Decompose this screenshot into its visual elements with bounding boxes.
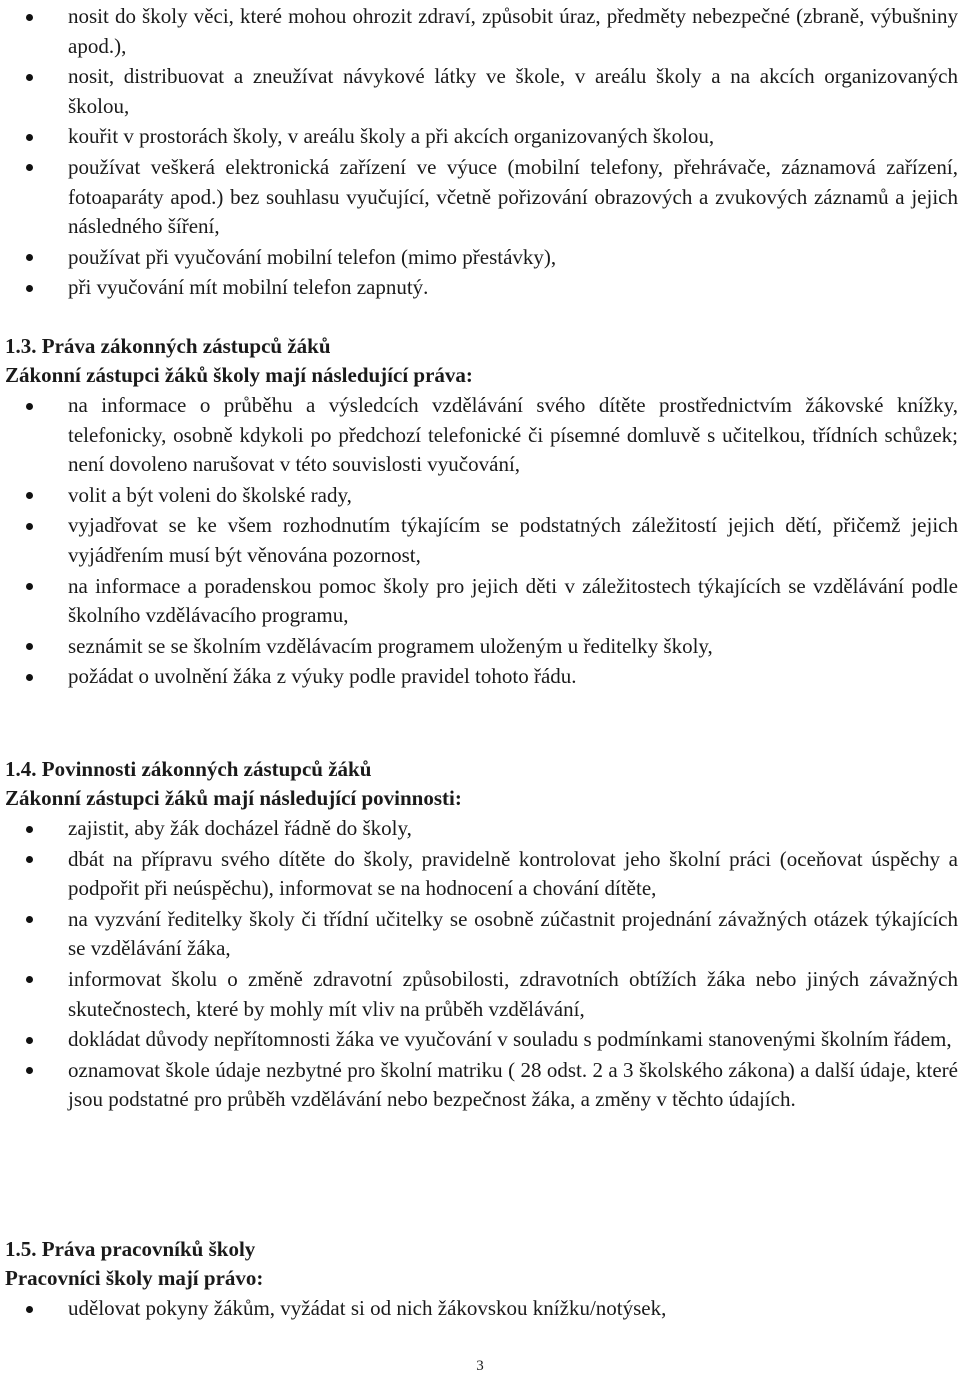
list-item-text: vyjadřovat se ke všem rozhodnutím týkajícím se podstatných záležitostí jejich dětí, přičemž jejich vyjádřením musí být věnována pozornost, xyxy=(68,513,958,567)
list-item xyxy=(0,905,958,964)
list-item-text: požádat o uvolnění žáka z výuky podle pravidel tohoto řádu. xyxy=(68,664,577,689)
bullet-icon xyxy=(26,583,33,590)
list-item xyxy=(0,572,958,631)
section-title: 1.3. Práva zákonných zástupců žáků xyxy=(5,334,331,358)
list-item-text: kouřit v prostorách školy, v areálu školy a při akcích organizovaných školou, xyxy=(68,124,715,149)
list-item-text: zajistit, aby žák docházel řádně do školy, xyxy=(68,816,412,840)
list-item-text: oznamovat škole údaje nezbytné pro školní matriku ( 28 odst. 2 a 3 školského zákona) a další údaje, které jsou podstatné pro průběh vzdělávání nebo bezpečnost žáka, a změny v těchto údajích. xyxy=(68,1057,958,1112)
list-item-text: nosit do školy věci, které mohou ohrozit zdraví, způsobit úraz, předměty nebezpečné (zbraně, výbušniny apod.), xyxy=(68,4,958,58)
list-item xyxy=(0,1025,958,1055)
list-item xyxy=(0,153,958,242)
list-item-text: používat při vyučování mobilní telefon (mimo přestávky), xyxy=(68,244,557,269)
list-item xyxy=(0,1056,958,1115)
bullet-icon xyxy=(26,643,33,650)
list-item-text: na vyzvání ředitelky školy či třídní učitelky se osobně zúčastnit projednání závažných otázek týkajících se vzdělávání žáka, xyxy=(68,906,958,961)
section-subtitle: Zákonní zástupci žáků školy mají následující práva: xyxy=(5,363,473,387)
list-item xyxy=(0,662,958,692)
list-item-text: na informace o průběhu a výsledcích vzdělávání svého dítěte prostřednictvím žákovské knížky, telefonicky, osobně kdykoli po předchozí telefonické či písemné domluvě s učitelkou, třídních schůzek; není dovoleno narušovat v této souvislosti vyučování, xyxy=(68,393,958,477)
list-item-text: udělovat pokyny žákům, vyžádat si od nich žákovskou knížku/notýsek, xyxy=(68,1296,667,1320)
list-item xyxy=(0,965,958,1024)
list-item xyxy=(0,62,958,121)
bullet-icon xyxy=(26,254,33,261)
list-item-text: informovat školu o změně zdravotní způsobilosti, zdravotních obtížích žáka nebo jiných závažných skutečnostech, které by mohly mít vliv na průběh vzdělávání, xyxy=(68,966,958,1021)
list-item xyxy=(0,243,958,273)
section-1-5 xyxy=(5,1235,955,1293)
bullet-list-staff-rights xyxy=(0,1294,958,1325)
bullet-icon xyxy=(26,74,33,81)
bullet-icon xyxy=(26,14,33,21)
list-item xyxy=(0,273,958,303)
list-item xyxy=(0,511,958,570)
list-item-text: seznámit se se školním vzdělávacím programem uloženým u ředitelky školy, xyxy=(68,633,713,658)
list-item xyxy=(0,2,958,61)
bullet-icon xyxy=(26,826,33,833)
bullet-list-prohibitions xyxy=(0,2,958,304)
list-item-text: používat veškerá elektronická zařízení ve výuce (mobilní telefony, přehrávače, záznamová zařízení, fotoaparáty apod.) bez souhlasu vyučující, včetně pořizování obrazových a zvukových záznamů a jejich následného šíření, xyxy=(68,154,958,239)
bullet-icon xyxy=(26,856,33,863)
list-item xyxy=(0,481,958,511)
bullet-icon xyxy=(26,1067,33,1074)
bullet-icon xyxy=(26,134,33,141)
bullet-icon xyxy=(26,916,33,923)
bullet-icon xyxy=(26,285,33,292)
bullet-list-parent-rights xyxy=(0,391,958,693)
list-item xyxy=(0,814,958,844)
list-item-text: volit a být voleni do školské rady, xyxy=(68,482,352,507)
bullet-icon xyxy=(26,674,33,681)
list-item-text: dbát na přípravu svého dítěte do školy, pravidelně kontrolovat jeho školní práci (oceňovat úspěchy a podpořit při neúspěchu), informovat se na hodnocení a chování dítěte, xyxy=(68,846,958,901)
list-item xyxy=(0,632,958,662)
list-item-text: na informace a poradenskou pomoc školy pro jejich děti v záležitostech týkajících se vzdělávání podle školního vzdělávacího programu, xyxy=(68,573,958,628)
bullet-icon xyxy=(26,1037,33,1044)
section-1-3 xyxy=(5,332,955,390)
section-subtitle: Zákonní zástupci žáků mají následující povinnosti: xyxy=(5,786,462,810)
bullet-icon xyxy=(26,403,33,410)
section-title: 1.4. Povinnosti zákonných zástupců žáků xyxy=(5,757,372,781)
section-subtitle: Pracovníci školy mají právo: xyxy=(5,1266,264,1290)
list-item xyxy=(0,845,958,904)
section-1-4 xyxy=(5,755,955,813)
page-number: 3 xyxy=(476,1358,484,1374)
list-item-text: dokládat důvody nepřítomnosti žáka ve vyučování v souladu s podmínkami stanovenými školním řádem, xyxy=(68,1027,952,1052)
list-item xyxy=(0,122,958,152)
bullet-icon xyxy=(26,1306,33,1313)
section-title: 1.5. Práva pracovníků školy xyxy=(5,1237,256,1261)
bullet-icon xyxy=(26,976,33,983)
list-item xyxy=(0,391,958,480)
bullet-icon xyxy=(26,523,33,530)
list-item xyxy=(0,1294,958,1324)
list-item-text: při vyučování mít mobilní telefon zapnutý. xyxy=(68,275,429,300)
bullet-list-parent-duties xyxy=(0,814,958,1116)
bullet-icon xyxy=(26,164,33,171)
bullet-icon xyxy=(26,492,33,499)
list-item-text: nosit, distribuovat a zneužívat návykové látky ve škole, v areálu školy a na akcích organizovaných školou, xyxy=(68,64,958,118)
